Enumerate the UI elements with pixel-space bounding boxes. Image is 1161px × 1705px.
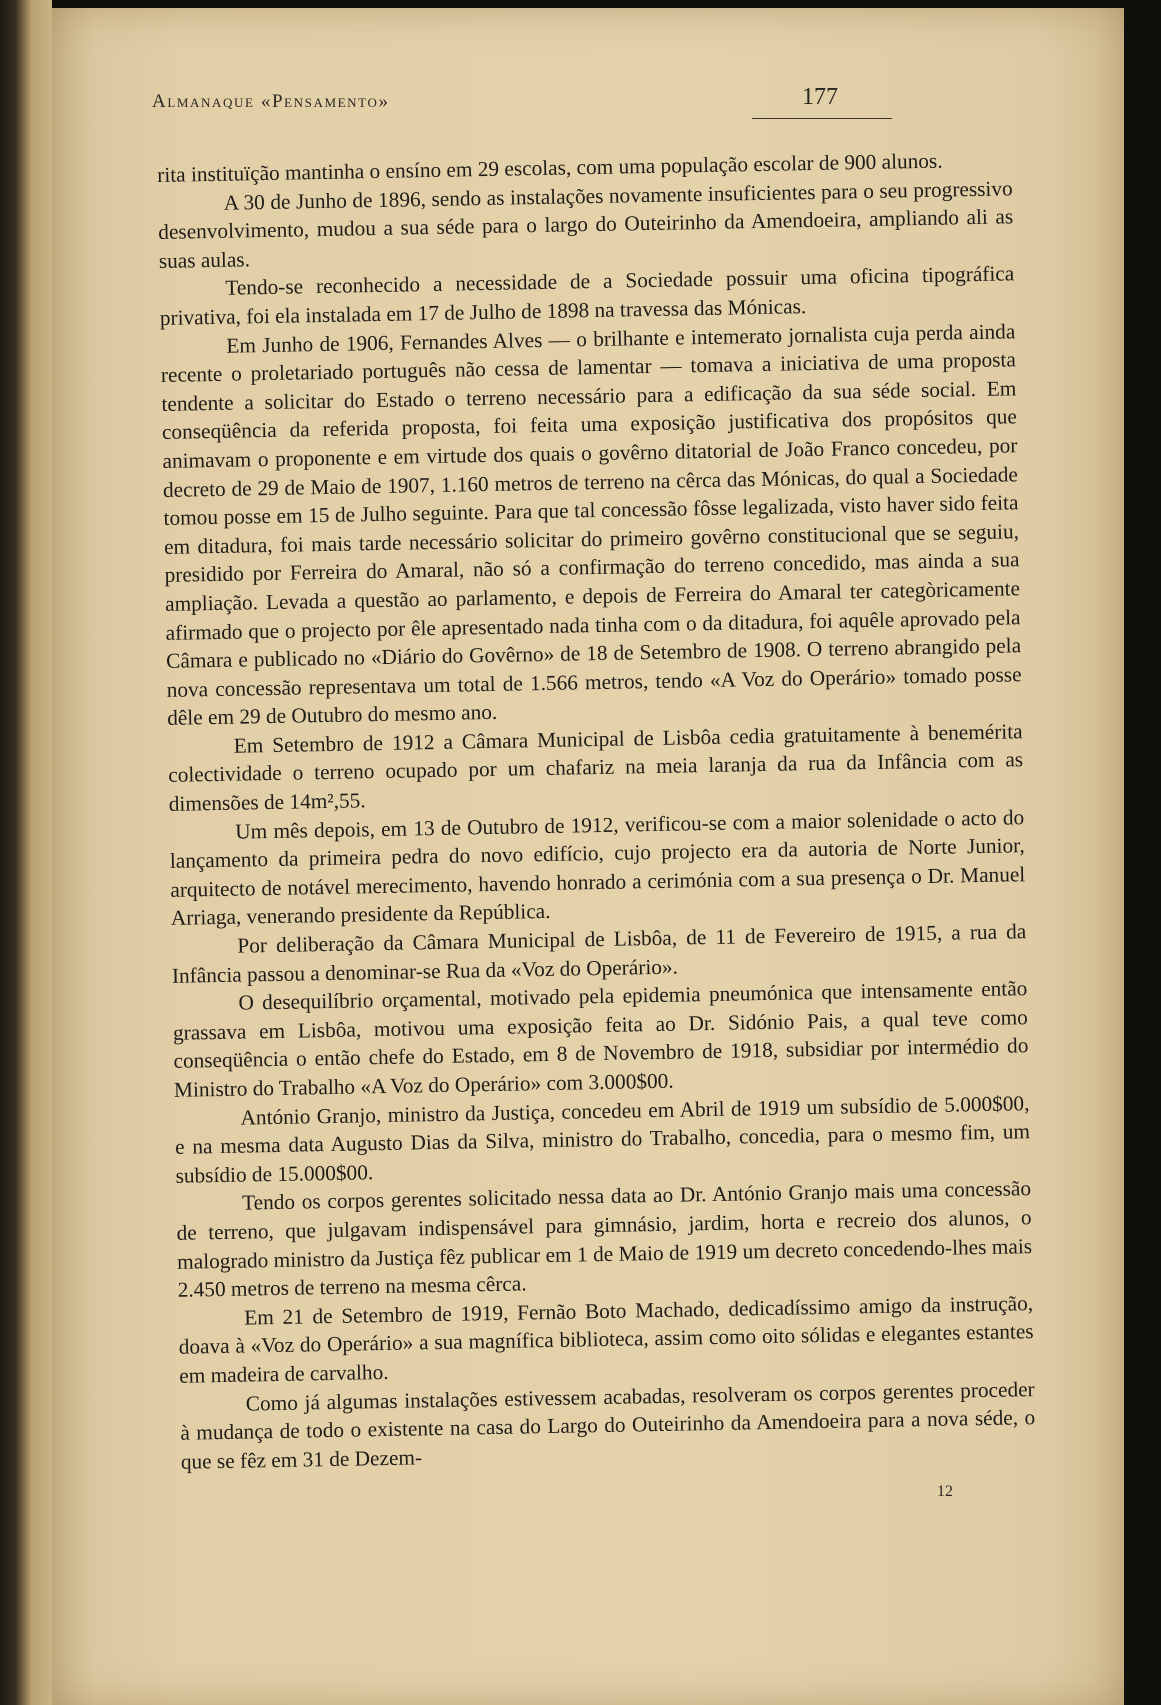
paragraph: rita instituïção mantinha o ensíno em 29 escolas, com uma população escolar de 900 alunos. (157, 148, 943, 187)
paragraph: Em 21 de Setembro de 1919, Fernão Boto Machado, dedicadíssimo amigo da instrução, doava à «Voz do Operário» a sua magnífica biblioteca, assim como oito sólidas e elegantes estantes em madeira de carvalho. (178, 1290, 1034, 1388)
paragraph: Em Junho de 1906, Fernandes Alves — o brilhante e intemerato jornalista cuja perda ainda recente o proletariado português não cessa de lamentar — tomava a iniciativa de uma proposta tendente a solicitar do Estado o terreno necessário para a edificação da sua séde social. Em conseqüência da referida proposta, foi feita uma exposição justificativa dos propósitos que animavam o proponente e em virtude dos quais o govêrno ditatorial de João Franco concedeu, por decreto de 29 de Maio de 1907, 1.160 metros de terreno na cêrca das Mónicas, do qual a Sociedade tomou posse em 15 de Julho seguinte. Para que tal concessão fôsse legalizada, visto haver sido feita em ditadura, foi mais tarde necessário solicitar do primeiro govêrno constitucional que se seguiu, presidido por Ferreira do Amaral, não só a confirmação do terreno concedido, mas ainda a sua ampliação. Levada a questão ao parlamento, e depois de Ferreira do Amaral ter categòricamente afirmado que o projecto por êle apresentado nada tinha com o da ditadura, foi aquêle aprovado pela Câmara e publicado no «Diário do Govêrno» de 18 de Setembro de 1908. O terreno abrangido pela nova concessão representava um total de 1.566 metros, tendo «A Voz do Operário» tomado posse dêle em 29 de Outubro do mesmo ano. (160, 318, 1022, 731)
signature-mark: 12 (937, 1483, 953, 1500)
paragraph: Um mês depois, em 13 de Outubro de 1912, verificou-se com a maior solenidade o acto do lançamento da primeira pedra do novo edifício, cujo projecto era da autoria de Norte Junior, arquitecto de notável merecimento, havendo honrado a cerimónia com a sua presença o Dr. Manuel Arriaga, venerando presidente da República. (169, 804, 1026, 931)
paragraph: Em Setembro de 1912 a Câmara Municipal de Lisbôa cedia gratuitamente à benemérita colectividade o terreno ocupado por um chafariz na meia laranja da rua da Infância com as dimensões de 14m²,55. (168, 719, 1024, 816)
running-title: Almanaque «Pensamento» (152, 91, 390, 112)
page-header (152, 86, 952, 126)
paragraph: O desequilíbrio orçamental, motivado pela epidemia pneumónica que intensamente então grassava em Lisbôa, motivou uma exposição feita ao Dr. Sidónio Pais, a qual teve como conseqüência o então chefe do Estado, em 8 de Novembro de 1918, subsidiar por intermédio do Ministro do Trabalho «A Voz do Operário» com 3.000$00. (172, 976, 1029, 1102)
paragraph: Como já algumas instalações estivessem acabadas, resolveram os corpos gerentes proceder à mudança de todo o existente na casa do Largo do Outeirinho da Amendoeira para a nova séde, o que se fêz em 31 de Dezem- (180, 1376, 1036, 1474)
paragraph: António Granjo, ministro da Justiça, concedeu em Abril de 1919 um subsídio de 5.000$00, e na mesma data Augusto Dias da Silva, ministro do Trabalho, concedia, para o mesmo fim, um subsídio de 15.000$00. (174, 1090, 1031, 1188)
paragraph: Por deliberação da Câmara Municipal de Lisbôa, de 11 de Fevereiro de 1915, a rua da Infância passou a denominar-se Rua da «Voz do Operário». (171, 919, 1027, 988)
body-text (157, 145, 1036, 1476)
book-page (52, 8, 1124, 1705)
page-binding-edge (0, 0, 52, 1705)
page-number: 177 (802, 84, 838, 110)
header-rule (752, 118, 892, 119)
paragraph: A 30 de Junho de 1896, sendo as instalações novamente insuficientes para o seu progressivo desenvolvimento, mudou a sua séde para o largo do Outeirinho da Amendoeira, ampliando ali as suas aulas. (158, 175, 1014, 273)
paragraph: Tendo os corpos gerentes solicitado nessa data ao Dr. António Granjo mais uma concessão de terreno, que julgavam indispensável para gimnásio, jardim, horta e recreio dos alunos, o malogrado ministro da Justiça fêz publicar em 1 de Maio de 1919 um decreto concedendo-lhes mais 2.450 metros de terreno na mesma cêrca. (176, 1176, 1033, 1302)
paragraph: Tendo-se reconhecido a necessidade de a Sociedade possuir uma oficina tipográfica privativa, foi ela instalada em 17 de Julho de 1898 na travessa das Mónicas. (159, 261, 1015, 330)
